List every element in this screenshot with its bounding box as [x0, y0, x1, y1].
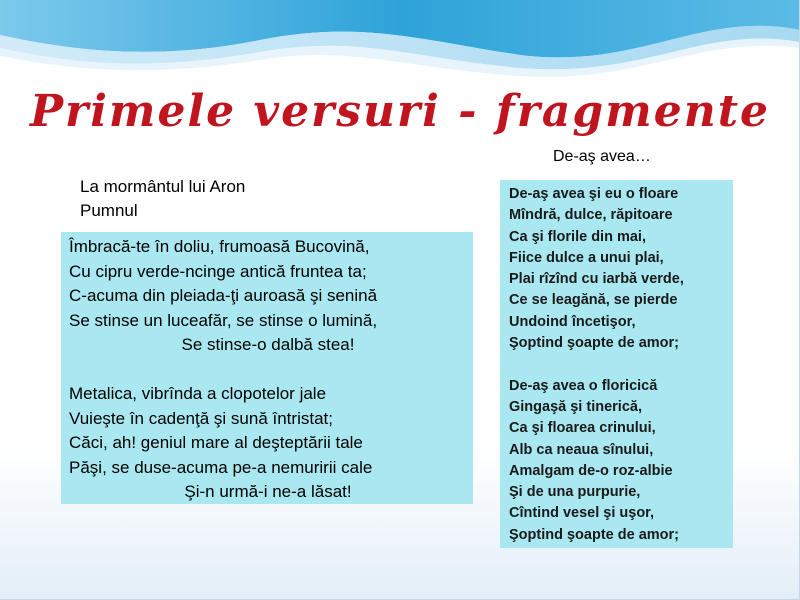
poem-line: Ca şi floarea crinului, [509, 420, 656, 437]
poem-line: Amalgam de-o roz-albie [509, 462, 673, 479]
poem-line: Păşi, se duse-acuma pe-a nemuririi cale [69, 457, 373, 477]
poem-line: Alb ca neaua sînului, [509, 441, 654, 458]
poem-line: Se stinse un luceafăr, se stinse o lumină, [69, 310, 378, 330]
poem-line: Şi de una purpurie, [509, 484, 641, 501]
poem-line: Undoind încetişor, [509, 313, 636, 330]
poem-line: Îmbracă-te în doliu, frumoasă Bucovină, [69, 237, 370, 256]
left-poem-heading [80, 175, 360, 223]
poem-line: Vuieşte în cadenţă şi sună întristat; [69, 408, 333, 428]
poem-line: Şoptind şoapte de amor; [509, 526, 679, 543]
slide-title: Primele versuri - fragmente [29, 86, 771, 137]
poem-line: C-acuma din pleiada-ţi auroasă şi senină [69, 286, 378, 305]
right-poem-box [500, 180, 733, 548]
right-poem-subtitle: De-aş avea… [553, 148, 651, 165]
left-heading-line-1: La mormântul lui Aron [80, 177, 246, 196]
poem-line: Plai rîzînd cu iarbă verde, [509, 271, 684, 288]
poem-line: Metalica, vibrînda a clopotelor jale [69, 384, 327, 403]
wave-decoration [0, 0, 800, 80]
poem-line: Ce se leagănă, se pierde [509, 292, 678, 309]
poem-line: Ca şi florile din mai, [509, 228, 646, 245]
left-heading-line-2: Pumnul [80, 201, 138, 220]
poem-line: Fiice dulce a unui plai, [509, 249, 664, 266]
poem-line: Mîndră, dulce, răpitoare [509, 207, 673, 224]
poem-line: Şoptind şoapte de amor; [509, 335, 679, 352]
left-poem-box [61, 232, 473, 504]
poem-line: Se stinse-o dalbă stea! [181, 335, 355, 354]
stanza-break [69, 358, 467, 383]
poem-line: Gingaşă şi tinerică, [509, 398, 642, 415]
stanza-break [509, 354, 733, 375]
poem-line: De-aş avea o floricică [509, 377, 658, 394]
poem-line: Cu cipru verde-ncinge antică fruntea ta; [69, 261, 367, 281]
poem-line: Cîntind vesel şi uşor, [509, 505, 655, 522]
poem-line: Şi-n urmă-i ne-a lăsat! [184, 482, 352, 501]
poem-line: De-aş avea şi eu o floare [509, 186, 679, 202]
poem-line: Căci, ah! geniul mare al deşteptării tale [69, 433, 363, 452]
